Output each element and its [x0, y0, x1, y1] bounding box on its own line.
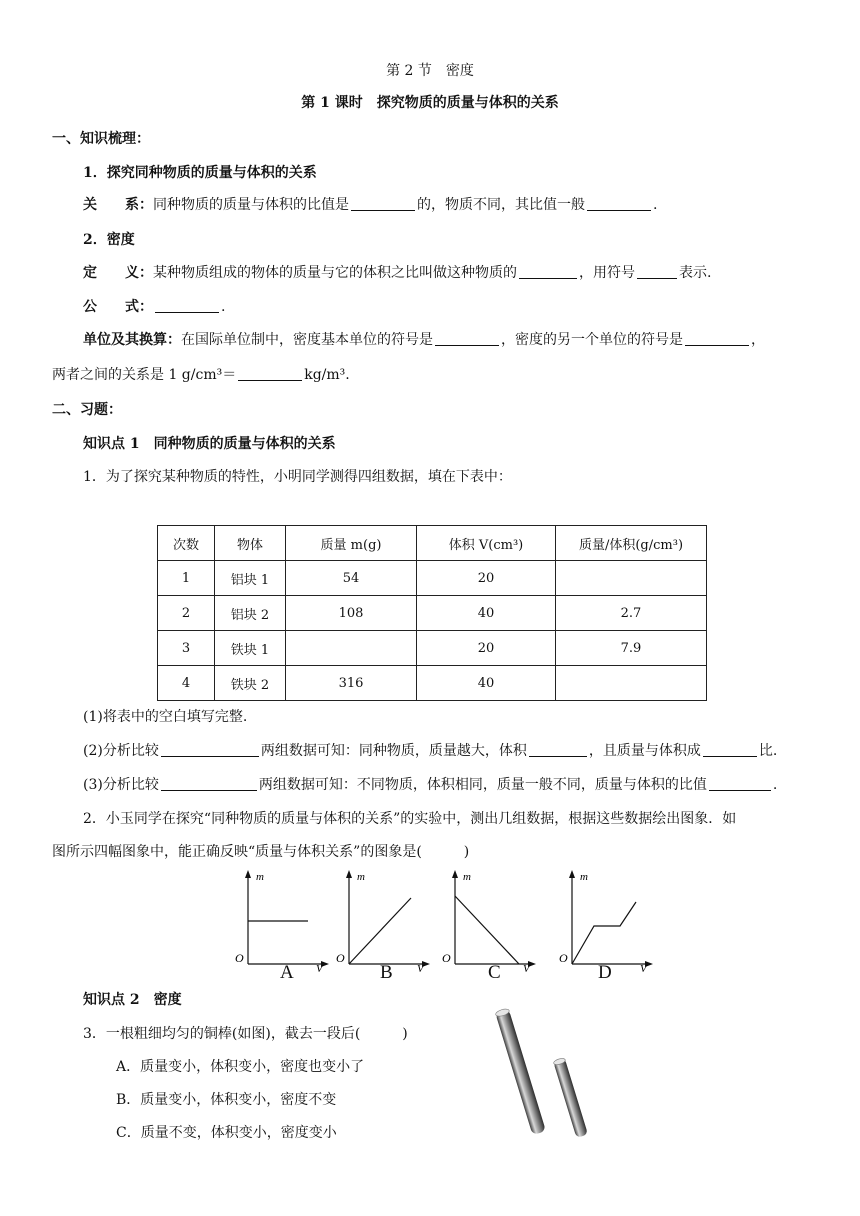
- part2-heading: 二、习题：: [52, 402, 122, 418]
- arrow-icon: [452, 870, 458, 878]
- table-cell: 4: [158, 666, 215, 701]
- lesson-title: 第 1 课时 探究物质的质量与体积的关系: [301, 95, 559, 111]
- graph-d: [556, 868, 656, 972]
- cut-rod-piece: [553, 1057, 588, 1138]
- arrow-icon: [245, 870, 251, 878]
- table-header-cell: 质量/体积(g/cm³): [556, 526, 707, 561]
- graph-label-a: A: [280, 962, 294, 983]
- answer-blank[interactable]: [227, 742, 259, 757]
- relation-text-a: 同种物质的质量与体积的比值是: [153, 197, 349, 213]
- table-cell: 2.7: [556, 596, 707, 631]
- axis-label-v: V: [316, 963, 323, 972]
- answer-blank[interactable]: [161, 776, 257, 791]
- question-2-line-2: 图所示四幅图象中，能正确反映“质量与体积关系”的图象是( ): [52, 844, 470, 860]
- unit-line-2: [52, 366, 350, 384]
- graph-c: [439, 868, 539, 972]
- answer-blank[interactable]: [637, 264, 677, 279]
- table-cell: 20: [417, 631, 556, 666]
- table-cell: 20: [417, 561, 556, 596]
- answer-blank[interactable]: [351, 196, 415, 211]
- question-3-option-c[interactable]: C．质量不变，体积变小，密度变小: [116, 1125, 337, 1141]
- axis-label-m: m: [256, 871, 264, 883]
- axis-label-v: V: [417, 963, 424, 972]
- copper-rod-illustration: [480, 1000, 610, 1150]
- table-row: [158, 666, 707, 701]
- sub2-text-d: 比.: [758, 743, 778, 759]
- origin-label: O: [235, 951, 244, 965]
- table-cell[interactable]: [556, 561, 707, 596]
- definition-text-a: 某种物质组成的物体的质量与它的体积之比叫做这种物质的: [153, 265, 517, 281]
- formula-end: .: [221, 299, 226, 315]
- table-cell: 铁块 1: [215, 631, 286, 666]
- knowledge-point-1: 知识点 1 同种物质的质量与体积的关系: [83, 436, 336, 452]
- answer-blank[interactable]: [529, 742, 587, 757]
- sub3-text-c: .: [772, 777, 778, 793]
- table-cell: 铁块 2: [215, 666, 286, 701]
- part1-heading: 一、知识梳理：: [52, 131, 150, 147]
- table-cell: 铝块 2: [215, 596, 286, 631]
- table-cell: 2: [158, 596, 215, 631]
- axis-label-m: m: [357, 871, 365, 883]
- item1-title: 1．探究同种物质的质量与体积的关系: [83, 165, 317, 181]
- graph-line: [455, 896, 519, 964]
- formula-line: [83, 298, 225, 316]
- origin-label: O: [559, 951, 568, 965]
- item2-title: 2．密度: [83, 232, 135, 248]
- graph-label-d: D: [598, 962, 612, 983]
- answer-blank[interactable]: [703, 742, 757, 757]
- table-header-cell: 体积 V(cm³): [417, 526, 556, 561]
- long-rod: [495, 1008, 546, 1135]
- relation-text-c: .: [653, 197, 658, 213]
- table-header-row: [158, 526, 707, 561]
- section-title: 第 2 节 密度: [386, 63, 474, 79]
- definition-text-b: ，用符号: [579, 265, 635, 281]
- answer-blank[interactable]: [435, 331, 499, 346]
- answer-blank[interactable]: [519, 264, 577, 279]
- definition-line: [83, 264, 711, 282]
- table-header-cell: 物体: [215, 526, 286, 561]
- table-cell: 7.9: [556, 631, 707, 666]
- graph-b: [333, 868, 433, 972]
- sub2-text-c: ，且质量与体积成: [588, 743, 701, 759]
- question-1-sub-2: [83, 742, 777, 760]
- knowledge-point-2: 知识点 2 密度: [83, 992, 182, 1008]
- answer-blank[interactable]: [709, 776, 771, 791]
- sub2-text-a: (2)分析比较: [83, 743, 159, 759]
- axis-label-m: m: [580, 871, 588, 883]
- unit-line: [83, 331, 765, 349]
- answer-blank[interactable]: [587, 196, 651, 211]
- unit-text-a: 在国际单位制中，密度基本单位的符号是: [181, 332, 433, 348]
- table-cell: 3: [158, 631, 215, 666]
- graph-label-c: C: [488, 962, 501, 983]
- data-table: [157, 525, 707, 701]
- graph-line: [572, 902, 636, 964]
- table-header-cell: 次数: [158, 526, 215, 561]
- question-1-sub-1: (1)将表中的空白填写完整.: [83, 709, 248, 725]
- table-cell: 铝块 1: [215, 561, 286, 596]
- table-cell: 316: [286, 666, 417, 701]
- origin-label: O: [442, 951, 451, 965]
- axis-label-m: m: [463, 871, 471, 883]
- unit-line2-a: 两者之间的关系是 1 g/cm³＝: [52, 367, 237, 383]
- table-cell: 40: [417, 666, 556, 701]
- axis-label-v: V: [523, 963, 530, 972]
- table-cell: 108: [286, 596, 417, 631]
- graph-label-b: B: [380, 962, 393, 983]
- arrow-icon: [346, 870, 352, 878]
- origin-label: O: [336, 951, 345, 965]
- question-1-stem: 1．为了探究某种物质的特性，小明同学测得四组数据，填在下表中：: [83, 469, 512, 485]
- definition-text-c: 表示.: [679, 265, 712, 281]
- table-cell[interactable]: [556, 666, 707, 701]
- sub2-text-b: 两组数据可知：同种物质，质量越大，体积: [260, 743, 527, 759]
- table-header-cell: 质量 m(g): [286, 526, 417, 561]
- graph-a: [232, 868, 332, 972]
- table-row: [158, 561, 707, 596]
- table-cell[interactable]: [286, 631, 417, 666]
- question-3-option-b[interactable]: B．质量变小，体积变小，密度不变: [116, 1092, 337, 1108]
- relation-label: 关 系：: [83, 197, 153, 213]
- unit-line2-b: kg/m³.: [304, 367, 350, 383]
- table-cell: 54: [286, 561, 417, 596]
- question-2-line-1: 2．小玉同学在探究“同种物质的质量与体积的关系”的实验中，测出几组数据，根据这些数据绘出图象．如: [83, 811, 737, 827]
- formula-label: 公 式：: [83, 299, 153, 315]
- table-cell: 1: [158, 561, 215, 596]
- question-3-stem: 3．一根粗细均匀的铜棒(如图)，截去一段后( ): [83, 1026, 408, 1042]
- table-row: [158, 596, 707, 631]
- sub3-text-b: 两组数据可知：不同物质，体积相同，质量一般不同，质量与体积的比值: [258, 777, 707, 793]
- unit-text-b: ，密度的另一个单位的符号是: [501, 332, 683, 348]
- table-row: [158, 631, 707, 666]
- answer-blank[interactable]: [155, 298, 219, 313]
- question-1-sub-3: [83, 776, 777, 794]
- question-3-option-a[interactable]: A．质量变小，体积变小，密度也变小了: [116, 1059, 365, 1075]
- unit-text-c: ，: [751, 332, 765, 348]
- definition-label: 定 义：: [83, 265, 153, 281]
- answer-blank[interactable]: [685, 331, 749, 346]
- table-cell: 40: [417, 596, 556, 631]
- answer-blank[interactable]: [238, 366, 302, 381]
- graph-line: [349, 898, 411, 964]
- sub3-text-a: (3)分析比较: [83, 777, 159, 793]
- relation-line: [83, 196, 657, 214]
- relation-text-b: 的，物质不同，其比值一般: [417, 197, 585, 213]
- axis-label-v: V: [640, 963, 647, 972]
- answer-blank[interactable]: [161, 742, 227, 757]
- arrow-icon: [569, 870, 575, 878]
- unit-label: 单位及其换算：: [83, 332, 181, 348]
